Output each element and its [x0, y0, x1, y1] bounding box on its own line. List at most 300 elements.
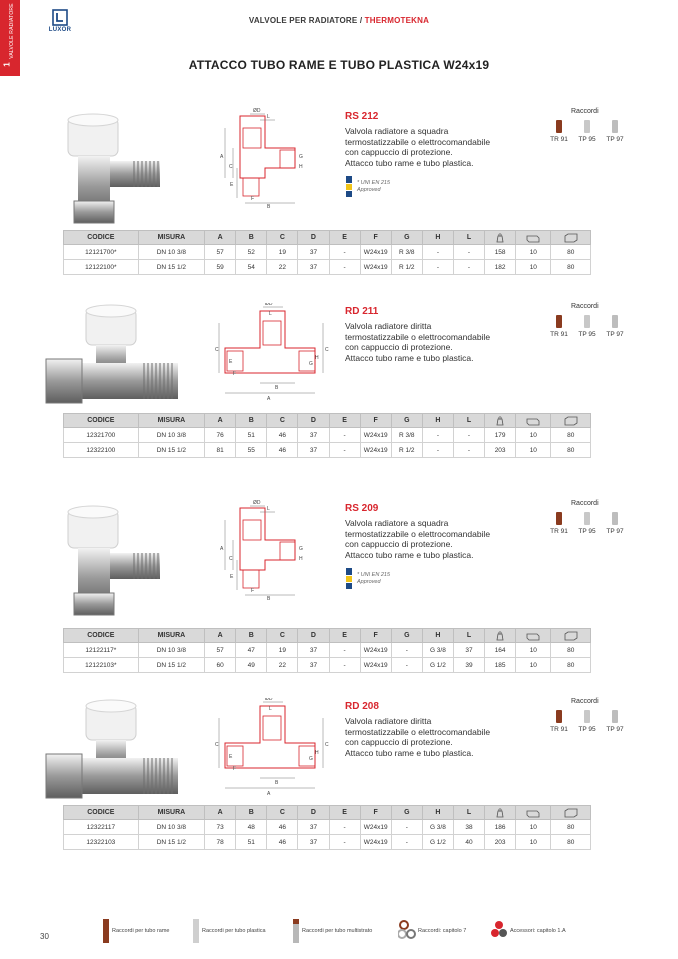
table-cell: W24x19 — [360, 443, 391, 458]
column-header: D — [298, 806, 329, 820]
column-header: G — [391, 414, 422, 428]
certification-text: * UNI EN 215 Approved — [357, 180, 391, 193]
table-cell: G 3/8 — [422, 820, 453, 835]
box-icon — [526, 233, 540, 243]
box-icon — [526, 631, 540, 641]
table-cell: 203 — [485, 443, 516, 458]
svg-text:C: C — [215, 742, 219, 748]
page-title: ATTACCO TUBO RAME E TUBO PLASTICA W24x19 — [188, 58, 490, 72]
legend-label: Raccordi per tubo multistrato — [302, 928, 373, 934]
description-line: Valvola radiatore a squadra — [345, 126, 449, 136]
fitting-item — [545, 512, 573, 535]
spec-table — [63, 628, 591, 673]
table-cell: G 1/2 — [422, 658, 453, 673]
table-cell: - — [391, 835, 422, 850]
description-line: Attacco tubo rame e tubo plastica. — [345, 747, 474, 758]
svg-text:C: C — [325, 347, 329, 353]
svg-text:L: L — [269, 311, 272, 317]
table-cell: W24x19 — [360, 260, 391, 275]
description-line: termostatizzabile o elettrocomandabile — [345, 136, 491, 147]
certification-mark — [345, 568, 425, 592]
column-header-icon — [485, 806, 516, 820]
column-header: F — [360, 414, 391, 428]
table-cell: DN 10 3/8 — [138, 643, 204, 658]
table-cell: DN 10 3/8 — [138, 820, 204, 835]
table-cell: 10 — [516, 643, 551, 658]
table-cell: 60 — [205, 658, 236, 673]
description-line: termostatizzabile o elettrocomandabile — [345, 726, 491, 737]
fitting-item — [573, 710, 601, 733]
table-cell: 12322100 — [64, 443, 139, 458]
description-line: con cappuccio di protezione. — [345, 147, 453, 157]
product-description — [345, 321, 535, 363]
fitting-icon — [584, 315, 590, 328]
fitting-item — [601, 710, 629, 733]
fitting-item — [601, 315, 629, 338]
certification-text: * UNI EN 215 Approved — [357, 572, 391, 585]
svg-text:ØD: ØD — [253, 500, 261, 506]
svg-text:B: B — [275, 385, 279, 391]
fitting-label: TP 97 — [606, 331, 624, 338]
svg-text:B: B — [267, 596, 271, 602]
table-cell: 78 — [205, 835, 236, 850]
column-header: CODICE — [64, 629, 139, 643]
svg-text:F: F — [251, 196, 255, 202]
column-header: CODICE — [64, 414, 139, 428]
table-cell: 80 — [551, 643, 591, 658]
table-cell: G 1/2 — [422, 835, 453, 850]
fitting-item — [573, 512, 601, 535]
table-cell: 37 — [453, 643, 484, 658]
brand-name: LUXOR — [48, 27, 72, 33]
svg-text:L: L — [269, 706, 272, 712]
fitting-label: TP 95 — [578, 331, 596, 338]
svg-text:A: A — [220, 546, 224, 552]
fittings-chapter-icon — [398, 917, 418, 945]
weight-icon — [493, 808, 507, 818]
table-cell: 12322103 — [64, 835, 139, 850]
table-header-row — [64, 231, 591, 245]
table-cell: R 3/8 — [391, 428, 422, 443]
technical-drawing-wrap — [215, 698, 330, 808]
category-text: VALVOLE PER RADIATORE / — [248, 16, 365, 25]
table-cell: 80 — [551, 245, 591, 260]
table-cell: 182 — [485, 260, 516, 275]
table-cell: - — [329, 443, 360, 458]
table-cell: 37 — [298, 428, 329, 443]
column-header: A — [205, 806, 236, 820]
table-cell: 158 — [485, 245, 516, 260]
table-cell: 73 — [205, 820, 236, 835]
table-cell: 37 — [298, 643, 329, 658]
table-row — [64, 260, 591, 275]
table-cell: 49 — [236, 658, 267, 673]
table-cell: - — [422, 428, 453, 443]
column-header: B — [236, 414, 267, 428]
description-line: con cappuccio di protezione. — [345, 737, 453, 747]
description-line: con cappuccio di protezione. — [345, 539, 453, 549]
box-icon — [526, 808, 540, 818]
column-header: G — [391, 231, 422, 245]
table-cell: DN 10 3/8 — [138, 428, 204, 443]
table-cell: 47 — [236, 643, 267, 658]
table-cell: 81 — [205, 443, 236, 458]
technical-drawing — [215, 303, 330, 413]
column-header: MISURA — [138, 231, 204, 245]
fitting-label: TR 91 — [550, 331, 568, 338]
category-highlight: THERMOTEKNA — [364, 16, 430, 25]
column-header: MISURA — [138, 629, 204, 643]
table-cell: 10 — [516, 820, 551, 835]
table-header-row — [64, 629, 591, 643]
column-header-icon — [551, 414, 591, 428]
box-icon — [526, 416, 540, 426]
table-cell: 37 — [298, 443, 329, 458]
table-cell: - — [329, 428, 360, 443]
table-cell: 80 — [551, 443, 591, 458]
certification-icon — [345, 568, 353, 590]
table-cell: - — [329, 835, 360, 850]
legend-label: Raccordi per tubo rame — [112, 928, 170, 934]
table-cell: R 1/2 — [391, 443, 422, 458]
carton-icon — [564, 416, 578, 426]
legend-label: Raccordi: capitolo 7 — [418, 928, 467, 934]
fitting-icon — [612, 120, 618, 133]
fittings-title: Raccordi — [571, 108, 599, 115]
technical-drawing-wrap — [215, 303, 330, 413]
table-cell: 203 — [485, 835, 516, 850]
description-line: Valvola radiatore diritta — [345, 321, 432, 331]
fitting-label: TP 95 — [578, 136, 596, 143]
table-cell: W24x19 — [360, 428, 391, 443]
fitting-label: TP 97 — [606, 528, 624, 535]
weight-icon — [493, 416, 507, 426]
table-cell: 12122117* — [64, 643, 139, 658]
table-cell: R 1/2 — [391, 260, 422, 275]
column-header: H — [422, 806, 453, 820]
column-header: E — [329, 629, 360, 643]
table-cell: - — [329, 658, 360, 673]
table-cell: 10 — [516, 443, 551, 458]
valve-photo — [38, 498, 186, 638]
fitting-icon — [612, 710, 618, 723]
table-row — [64, 428, 591, 443]
fitting-item — [573, 315, 601, 338]
svg-text:F: F — [233, 766, 237, 772]
table-cell: 52 — [236, 245, 267, 260]
fittings-title: Raccordi — [571, 500, 599, 507]
fitting-label: TR 91 — [550, 726, 568, 733]
svg-text:H: H — [299, 164, 303, 170]
table-cell: 19 — [267, 245, 298, 260]
table-cell: 46 — [267, 443, 298, 458]
svg-text:B: B — [275, 780, 279, 786]
table-cell: 48 — [236, 820, 267, 835]
column-header-icon — [516, 629, 551, 643]
table-cell: 39 — [453, 658, 484, 673]
table-cell: 76 — [205, 428, 236, 443]
product-name: RS 212 — [345, 111, 379, 122]
table-cell: 51 — [236, 428, 267, 443]
table-cell: 10 — [516, 835, 551, 850]
fitting-item — [545, 315, 573, 338]
table-cell: 57 — [205, 245, 236, 260]
description-line: termostatizzabile o elettrocomandabile — [345, 528, 491, 539]
column-header: E — [329, 806, 360, 820]
column-header: F — [360, 806, 391, 820]
svg-text:L: L — [267, 114, 270, 120]
technical-drawing-wrap — [215, 108, 330, 218]
svg-text:A: A — [220, 154, 224, 160]
table-cell: DN 10 3/8 — [138, 245, 204, 260]
page-category — [0, 16, 678, 25]
description-line: Attacco tubo rame e tubo plastica. — [345, 157, 474, 168]
fitting-icon — [556, 120, 562, 133]
table-cell: 185 — [485, 658, 516, 673]
column-header: H — [422, 231, 453, 245]
table-row — [64, 835, 591, 850]
table-cell: R 3/8 — [391, 245, 422, 260]
table-header-row — [64, 414, 591, 428]
table-cell: 46 — [267, 820, 298, 835]
legend-label: Accessori: capitolo 1.A — [510, 928, 566, 934]
table-cell: 51 — [236, 835, 267, 850]
description-line: Attacco tubo rame e tubo plastica. — [345, 352, 474, 363]
table-cell: W24x19 — [360, 820, 391, 835]
table-cell: 10 — [516, 260, 551, 275]
table-cell: - — [422, 260, 453, 275]
svg-text:A: A — [267, 791, 271, 797]
table-cell: W24x19 — [360, 245, 391, 260]
svg-text:ØD: ØD — [265, 303, 273, 307]
fitting-item — [601, 120, 629, 143]
technical-drawing — [215, 500, 330, 610]
technical-drawing — [215, 108, 330, 218]
svg-text:C: C — [325, 742, 329, 748]
table-cell: - — [453, 443, 484, 458]
table-row — [64, 443, 591, 458]
table-cell: G 3/8 — [422, 643, 453, 658]
table-cell: 10 — [516, 658, 551, 673]
svg-text:E: E — [229, 359, 233, 365]
spec-table — [63, 413, 591, 458]
svg-text:G: G — [309, 361, 313, 367]
table-cell: - — [422, 443, 453, 458]
column-header: H — [422, 414, 453, 428]
footer — [0, 913, 678, 953]
fitting-icon — [584, 710, 590, 723]
page-number: 30 — [40, 932, 49, 941]
column-header: CODICE — [64, 806, 139, 820]
column-header-icon — [551, 629, 591, 643]
table-cell: - — [453, 245, 484, 260]
column-header: L — [453, 629, 484, 643]
table-cell: 55 — [236, 443, 267, 458]
svg-text:F: F — [251, 588, 255, 594]
product-photo — [38, 498, 186, 638]
product-name: RD 211 — [345, 306, 379, 317]
table-cell: 12122100* — [64, 260, 139, 275]
table-cell: - — [422, 245, 453, 260]
table-cell: 10 — [516, 428, 551, 443]
fitting-icon — [556, 710, 562, 723]
svg-text:H: H — [315, 750, 319, 756]
table-cell: DN 15 1/2 — [138, 443, 204, 458]
fitting-label: TP 97 — [606, 136, 624, 143]
column-header: D — [298, 629, 329, 643]
column-header: MISURA — [138, 414, 204, 428]
weight-icon — [493, 233, 507, 243]
column-header: A — [205, 414, 236, 428]
column-header: G — [391, 806, 422, 820]
table-cell: - — [329, 643, 360, 658]
column-header: B — [236, 231, 267, 245]
svg-text:G: G — [299, 154, 303, 160]
column-header-icon — [516, 806, 551, 820]
fitting-icon — [584, 120, 590, 133]
table-cell: - — [453, 428, 484, 443]
description-line: Valvola radiatore diritta — [345, 716, 432, 726]
table-row — [64, 245, 591, 260]
svg-text:F: F — [233, 371, 237, 377]
table-cell: W24x19 — [360, 643, 391, 658]
fitting-label: TP 97 — [606, 726, 624, 733]
product-description — [345, 518, 535, 560]
table-cell: 12122103* — [64, 658, 139, 673]
product-name: RS 209 — [345, 503, 379, 514]
svg-text:C: C — [229, 556, 233, 562]
fitting-item — [545, 120, 573, 143]
table-cell: - — [391, 658, 422, 673]
description-line: termostatizzabile o elettrocomandabile — [345, 331, 491, 342]
spec-table — [63, 805, 591, 850]
table-cell: 37 — [298, 260, 329, 275]
table-cell: 37 — [298, 820, 329, 835]
column-header: B — [236, 806, 267, 820]
certification-mark — [345, 176, 425, 200]
svg-text:C: C — [215, 347, 219, 353]
fitting-label: TR 91 — [550, 528, 568, 535]
column-header: MISURA — [138, 806, 204, 820]
table-cell: - — [329, 820, 360, 835]
svg-text:G: G — [299, 546, 303, 552]
table-cell: 80 — [551, 428, 591, 443]
column-header: C — [267, 231, 298, 245]
column-header: B — [236, 629, 267, 643]
table-row — [64, 820, 591, 835]
column-header: L — [453, 231, 484, 245]
table-cell: 37 — [298, 835, 329, 850]
fitting-label: TP 95 — [578, 726, 596, 733]
table-cell: 54 — [236, 260, 267, 275]
column-header-icon — [551, 806, 591, 820]
column-header-icon — [485, 629, 516, 643]
table-cell: 37 — [298, 658, 329, 673]
svg-text:E: E — [230, 574, 234, 580]
column-header: A — [205, 629, 236, 643]
column-header: CODICE — [64, 231, 139, 245]
svg-text:H: H — [299, 556, 303, 562]
table-cell: - — [329, 245, 360, 260]
table-cell: 22 — [267, 658, 298, 673]
fitting-icon — [556, 512, 562, 525]
carton-icon — [564, 631, 578, 641]
carton-icon — [564, 233, 578, 243]
chapter-number: 1 — [2, 62, 12, 67]
svg-text:E: E — [230, 182, 234, 188]
column-header: F — [360, 231, 391, 245]
fitting-item — [573, 120, 601, 143]
column-header: L — [453, 414, 484, 428]
table-header-row — [64, 806, 591, 820]
table-cell: 38 — [453, 820, 484, 835]
fitting-icon — [556, 315, 562, 328]
svg-text:ØD: ØD — [265, 698, 273, 702]
description-line: Valvola radiatore a squadra — [345, 518, 449, 528]
fitting-label: TP 95 — [578, 528, 596, 535]
table-cell: 12321700 — [64, 428, 139, 443]
table-cell: 37 — [298, 245, 329, 260]
table-cell: - — [453, 260, 484, 275]
table-cell: 80 — [551, 260, 591, 275]
table-cell: 164 — [485, 643, 516, 658]
valve-photo — [38, 106, 186, 246]
fitting-icon — [612, 512, 618, 525]
column-header-icon — [516, 414, 551, 428]
table-cell: 19 — [267, 643, 298, 658]
table-cell: 59 — [205, 260, 236, 275]
fittings-title: Raccordi — [571, 698, 599, 705]
column-header: D — [298, 231, 329, 245]
carton-icon — [564, 808, 578, 818]
product-name: RD 208 — [345, 701, 379, 712]
table-row — [64, 658, 591, 673]
table-cell: 10 — [516, 245, 551, 260]
table-cell: DN 15 1/2 — [138, 658, 204, 673]
table-cell: DN 15 1/2 — [138, 835, 204, 850]
svg-text:G: G — [309, 756, 313, 762]
table-cell: W24x19 — [360, 835, 391, 850]
column-header-icon — [551, 231, 591, 245]
legend-label: Raccordi per tubo plastica — [202, 928, 266, 934]
table-cell: W24x19 — [360, 658, 391, 673]
table-cell: - — [391, 643, 422, 658]
svg-text:A: A — [267, 396, 271, 402]
column-header: A — [205, 231, 236, 245]
fitting-icon — [612, 315, 618, 328]
table-row — [64, 643, 591, 658]
product-description — [345, 716, 535, 758]
svg-text:B: B — [267, 204, 271, 210]
fitting-icon — [584, 512, 590, 525]
column-header: G — [391, 629, 422, 643]
column-header: L — [453, 806, 484, 820]
product-photo — [38, 106, 186, 246]
column-header-icon — [516, 231, 551, 245]
spec-table — [63, 230, 591, 275]
fittings-title: Raccordi — [571, 303, 599, 310]
product-description — [345, 126, 535, 168]
table-cell: 80 — [551, 658, 591, 673]
table-cell: 186 — [485, 820, 516, 835]
table-cell: 40 — [453, 835, 484, 850]
column-header-icon — [485, 231, 516, 245]
chapter-label: VALVOLE RADIATORE — [8, 3, 15, 59]
accessories-chapter-icon — [490, 917, 510, 945]
svg-text:ØD: ØD — [253, 108, 261, 114]
column-header: H — [422, 629, 453, 643]
column-header: E — [329, 231, 360, 245]
